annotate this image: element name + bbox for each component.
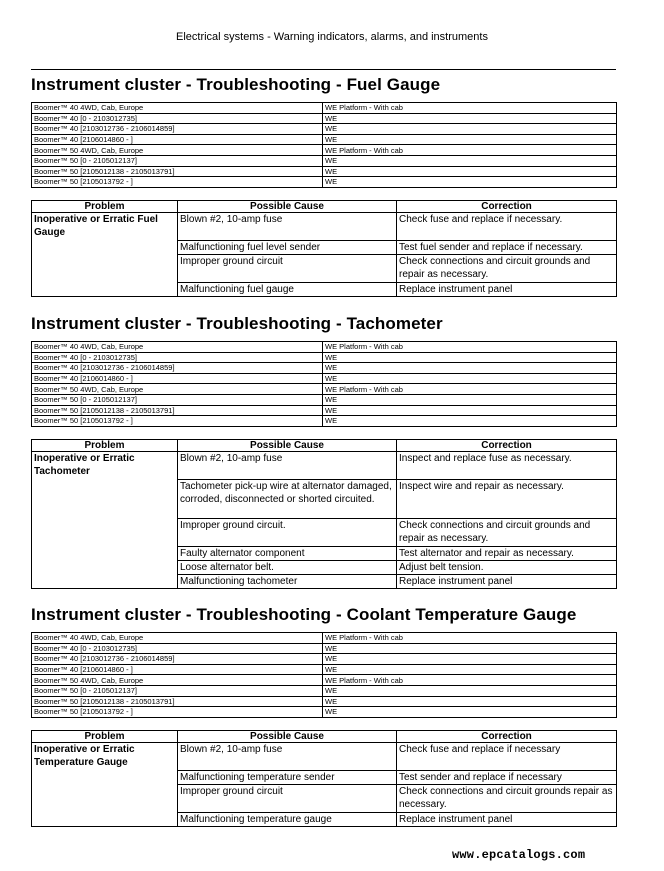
- model-name-cell: Boomer™ 50 4WD, Cab, Europe: [32, 384, 323, 395]
- model-config-cell: WE Platform - With cab: [323, 342, 617, 353]
- possible-cause-cell: Blown #2, 10-amp fuse: [178, 212, 397, 240]
- correction-cell: Adjust belt tension.: [397, 560, 617, 574]
- model-name-cell: Boomer™ 40 [2106014860 - ]: [32, 664, 323, 675]
- model-name-cell: Boomer™ 40 4WD, Cab, Europe: [32, 342, 323, 353]
- model-applicability-table: [31, 341, 617, 427]
- model-name-cell: Boomer™ 40 [0 - 2103012735]: [32, 113, 323, 124]
- correction-cell: Check connections and circuit grounds and repair as necessary.: [397, 518, 617, 546]
- correction-cell: Test alternator and repair as necessary.: [397, 546, 617, 560]
- correction-header: Correction: [397, 439, 617, 451]
- correction-cell: Test sender and replace if necessary: [397, 770, 617, 784]
- model-row: [32, 416, 617, 427]
- model-config-cell: WE: [323, 134, 617, 145]
- table-row: [32, 451, 617, 479]
- possible-cause-header: Possible Cause: [178, 200, 397, 212]
- model-row: [32, 685, 617, 696]
- model-name-cell: Boomer™ 40 [2106014860 - ]: [32, 373, 323, 384]
- model-name-cell: Boomer™ 50 [2105012138 - 2105013791]: [32, 166, 323, 177]
- possible-cause-header: Possible Cause: [178, 730, 397, 742]
- section-fuel-gauge: [31, 75, 616, 297]
- troubleshooting-table: [31, 439, 617, 589]
- problem-header: Problem: [32, 439, 178, 451]
- possible-cause-cell: Malfunctioning fuel level sender: [178, 240, 397, 254]
- model-config-cell: WE: [323, 166, 617, 177]
- model-row: [32, 342, 617, 353]
- model-row: [32, 177, 617, 188]
- model-row: [32, 113, 617, 124]
- troubleshooting-table: [31, 730, 617, 827]
- model-config-cell: WE Platform - With cab: [323, 145, 617, 156]
- model-row: [32, 124, 617, 135]
- model-name-cell: Boomer™ 50 [0 - 2105012137]: [32, 155, 323, 166]
- header-rule: [31, 69, 616, 70]
- model-config-cell: WE: [323, 177, 617, 188]
- section-coolant-temperature-gauge: [31, 605, 616, 827]
- model-config-cell: WE: [323, 664, 617, 675]
- model-row: [32, 134, 617, 145]
- model-config-cell: WE Platform - With cab: [323, 675, 617, 686]
- model-name-cell: Boomer™ 50 4WD, Cab, Europe: [32, 675, 323, 686]
- page-header: Electrical systems - Warning indicators, alarms, and instruments: [176, 31, 488, 43]
- correction-cell: Replace instrument panel: [397, 812, 617, 826]
- model-config-cell: WE: [323, 416, 617, 427]
- model-config-cell: WE: [323, 363, 617, 374]
- model-applicability-table: [31, 632, 617, 718]
- section-tachometer: [31, 314, 616, 589]
- model-config-cell: WE: [323, 155, 617, 166]
- model-name-cell: Boomer™ 50 [0 - 2105012137]: [32, 685, 323, 696]
- model-row: [32, 675, 617, 686]
- possible-cause-cell: Malfunctioning temperature gauge: [178, 812, 397, 826]
- problem-cell: Inoperative or Erratic Tachometer: [32, 451, 178, 588]
- model-name-cell: Boomer™ 50 [0 - 2105012137]: [32, 394, 323, 405]
- model-row: [32, 373, 617, 384]
- model-row: [32, 707, 617, 718]
- correction-cell: Check fuse and replace if necessary: [397, 742, 617, 770]
- possible-cause-cell: Faulty alternator component: [178, 546, 397, 560]
- problem-header: Problem: [32, 200, 178, 212]
- model-row: [32, 696, 617, 707]
- model-name-cell: Boomer™ 40 [2106014860 - ]: [32, 134, 323, 145]
- table-header-row: [32, 730, 617, 742]
- problem-header: Problem: [32, 730, 178, 742]
- problem-cell: Inoperative or Erratic Fuel Gauge: [32, 212, 178, 296]
- possible-cause-cell: Loose alternator belt.: [178, 560, 397, 574]
- possible-cause-cell: Blown #2, 10-amp fuse: [178, 742, 397, 770]
- table-header-row: [32, 200, 617, 212]
- model-config-cell: WE: [323, 113, 617, 124]
- correction-cell: Replace instrument panel: [397, 282, 617, 296]
- model-row: [32, 654, 617, 665]
- model-name-cell: Boomer™ 50 [2105013792 - ]: [32, 177, 323, 188]
- correction-cell: Check connections and circuit grounds repair as necessary.: [397, 784, 617, 812]
- model-config-cell: WE: [323, 696, 617, 707]
- model-config-cell: WE Platform - With cab: [323, 103, 617, 114]
- possible-cause-cell: Malfunctioning tachometer: [178, 574, 397, 588]
- table-header-row: [32, 439, 617, 451]
- correction-cell: Test fuel sender and replace if necessary.: [397, 240, 617, 254]
- possible-cause-cell: Improper ground circuit.: [178, 518, 397, 546]
- correction-cell: Check fuse and replace if necessary.: [397, 212, 617, 240]
- possible-cause-cell: Improper ground circuit: [178, 254, 397, 282]
- possible-cause-cell: Malfunctioning temperature sender: [178, 770, 397, 784]
- correction-cell: Replace instrument panel: [397, 574, 617, 588]
- model-row: [32, 633, 617, 644]
- model-row: [32, 664, 617, 675]
- possible-cause-cell: Improper ground circuit: [178, 784, 397, 812]
- model-config-cell: WE: [323, 373, 617, 384]
- table-row: [32, 212, 617, 240]
- correction-cell: Check connections and circuit grounds and repair as necessary.: [397, 254, 617, 282]
- section-title: Instrument cluster - Troubleshooting - Coolant Temperature Gauge: [31, 605, 577, 624]
- model-config-cell: WE: [323, 685, 617, 696]
- model-config-cell: WE Platform - With cab: [323, 384, 617, 395]
- model-row: [32, 352, 617, 363]
- model-row: [32, 155, 617, 166]
- section-title: Instrument cluster - Troubleshooting - Tachometer: [31, 314, 443, 333]
- troubleshooting-table: [31, 200, 617, 297]
- model-config-cell: WE: [323, 352, 617, 363]
- model-name-cell: Boomer™ 40 [2103012736 - 2106014859]: [32, 124, 323, 135]
- possible-cause-cell: Malfunctioning fuel gauge: [178, 282, 397, 296]
- footer-url: www.epcatalogs.com: [452, 848, 586, 862]
- model-name-cell: Boomer™ 40 [2103012736 - 2106014859]: [32, 654, 323, 665]
- model-config-cell: WE: [323, 643, 617, 654]
- correction-header: Correction: [397, 730, 617, 742]
- model-row: [32, 405, 617, 416]
- model-config-cell: WE: [323, 405, 617, 416]
- correction-cell: Inspect and replace fuse as necessary.: [397, 451, 617, 479]
- model-row: [32, 384, 617, 395]
- model-config-cell: WE: [323, 394, 617, 405]
- model-name-cell: Boomer™ 40 [0 - 2103012735]: [32, 352, 323, 363]
- model-name-cell: Boomer™ 50 [2105013792 - ]: [32, 707, 323, 718]
- model-name-cell: Boomer™ 50 [2105012138 - 2105013791]: [32, 696, 323, 707]
- model-name-cell: Boomer™ 50 [2105013792 - ]: [32, 416, 323, 427]
- model-row: [32, 103, 617, 114]
- model-name-cell: Boomer™ 40 [0 - 2103012735]: [32, 643, 323, 654]
- correction-header: Correction: [397, 200, 617, 212]
- possible-cause-cell: Tachometer pick-up wire at alternator damaged, corroded, disconnected or shorted circuited.: [178, 479, 397, 518]
- section-title: Instrument cluster - Troubleshooting - Fuel Gauge: [31, 75, 441, 94]
- model-row: [32, 643, 617, 654]
- problem-cell: Inoperative or Erratic Temperature Gauge: [32, 742, 178, 826]
- model-name-cell: Boomer™ 40 [2103012736 - 2106014859]: [32, 363, 323, 374]
- possible-cause-header: Possible Cause: [178, 439, 397, 451]
- model-name-cell: Boomer™ 40 4WD, Cab, Europe: [32, 103, 323, 114]
- table-row: [32, 742, 617, 770]
- model-row: [32, 363, 617, 374]
- model-name-cell: Boomer™ 50 4WD, Cab, Europe: [32, 145, 323, 156]
- model-config-cell: WE: [323, 124, 617, 135]
- model-config-cell: WE: [323, 654, 617, 665]
- model-config-cell: WE: [323, 707, 617, 718]
- model-config-cell: WE Platform - With cab: [323, 633, 617, 644]
- model-row: [32, 394, 617, 405]
- model-name-cell: Boomer™ 40 4WD, Cab, Europe: [32, 633, 323, 644]
- model-applicability-table: [31, 102, 617, 188]
- model-row: [32, 166, 617, 177]
- correction-cell: Inspect wire and repair as necessary.: [397, 479, 617, 518]
- possible-cause-cell: Blown #2, 10-amp fuse: [178, 451, 397, 479]
- model-name-cell: Boomer™ 50 [2105012138 - 2105013791]: [32, 405, 323, 416]
- model-row: [32, 145, 617, 156]
